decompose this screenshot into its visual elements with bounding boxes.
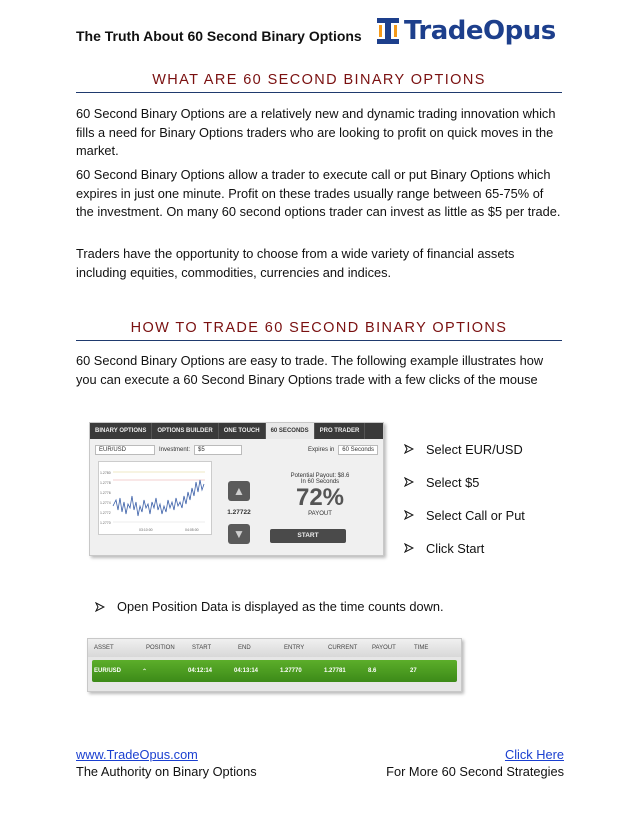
payout-panel [270,473,370,517]
cell-payout: 8.6 [368,668,377,674]
arrow-bullet-icon [95,602,105,612]
position-up-icon: ⌃ [142,668,148,675]
steps-list [404,440,525,572]
section-heading-what: WHAT ARE 60 SECOND BINARY OPTIONS [76,72,562,93]
list-item [404,539,525,557]
step-label: Select Call or Put [426,507,525,523]
cell-start: 04:12:14 [188,668,213,674]
current-price: 1.27722 [227,509,251,516]
cell-asset: EUR/USD [94,668,122,674]
potential-payout: Potential Payout: $8.6 [290,473,350,479]
tab-one-touch: ONE TOUCH [219,423,266,439]
expires-label: Expires in [307,447,335,453]
tab-options-builder: OPTIONS BUILDER [152,423,218,439]
investment-label: Investment: [159,447,191,453]
list-item [404,506,525,524]
cell-end: 04:13:14 [234,668,259,674]
arrow-bullet-icon [404,444,414,454]
call-arrow-icon: ▲ [228,481,250,501]
header-position: POSITION [146,645,175,651]
site-link[interactable]: www.TradeOpus.com [76,747,198,762]
footer-more-strategies: For More 60 Second Strategies [386,764,564,779]
paragraph-how-it-works: 60 Second Binary Options allow a trader to execute call or put Binary Options which expires in just one minute. Profit on these trades usually range between 65-75% of the investment. On many 60 second options trader can invest as little as $5 per trade. [76,167,561,219]
tab-60-seconds: 60 SECONDS [266,423,315,439]
trade-widget-screenshot [89,422,384,556]
section-heading-how: HOW TO TRADE 60 SECOND BINARY OPTIONS [76,320,562,341]
list-item [404,473,525,491]
put-arrow-icon: ▼ [228,524,250,544]
paragraph-how-to-trade: 60 Second Binary Options are easy to trade. The following example illustrates how you can execute a 60 Second Binary Options trade with a few clicks of the mouse [76,353,544,387]
chart-x-tick: 03:10:00 [139,528,153,532]
header-current: CURRENT [328,645,358,651]
open-position-table [87,638,462,692]
header-end: END [238,645,251,651]
header-entry: ENTRY [284,645,305,651]
step-label: Select EUR/USD [426,441,523,457]
expires-select: 60 Seconds [338,445,378,455]
paragraph-intro: 60 Second Binary Options are a relatively new and dynamic trading innovation which fills a need for Binary Options traders who are looking to profit on quick moves in the market. [76,106,556,158]
chart-x-tick: 04:05:00 [185,528,199,532]
chart-y-tick: 1.2770 [100,521,111,525]
footer-left [76,746,257,780]
trade-widget-tabs [90,423,383,439]
header-payout: PAYOUT [372,645,396,651]
tab-binary-options: BINARY OPTIONS [90,423,152,439]
step-label: Select $5 [426,474,480,490]
start-button: START [270,529,346,543]
arrow-bullet-icon [404,477,414,487]
document-title: The Truth About 60 Second Binary Options [76,28,362,44]
tab-pro-trader: PRO TRADER [315,423,366,439]
cell-entry: 1.27770 [280,668,302,674]
footer-right [386,746,564,780]
arrow-bullet-icon [404,510,414,520]
chart-y-tick: 1.2778 [100,481,111,485]
arrow-bullet-icon [404,543,414,553]
step-label: Click Start [426,540,485,556]
chart-y-tick: 1.2776 [100,491,111,495]
trade-widget-options-row [95,445,378,455]
chart-y-tick: 1.2772 [100,511,111,515]
chart-y-tick: 1.2774 [100,501,111,505]
header-asset: ASSET [94,645,114,651]
payout-label: PAYOUT [308,511,332,517]
cell-time: 27 [410,668,417,674]
payout-percent: 72% [295,484,345,511]
table-header [88,639,461,657]
payout-seconds: In 60 Seconds [300,479,340,485]
chart-y-tick: 1.2780 [100,471,111,475]
header-time: TIME [414,645,429,651]
open-position-note [95,599,444,614]
paragraph-assets: Traders have the opportunity to choose from a wide variety of financial assets including equities, commodities, currencies and indices. [76,246,515,280]
investment-select: $5 [194,445,242,455]
header-start: START [192,645,212,651]
cell-current: 1.27781 [324,668,346,674]
tradeopus-logo-icon [375,16,401,46]
price-chart [98,461,212,535]
logo-wordmark: TradeOpus [404,16,556,46]
footer-tagline: The Authority on Binary Options [76,764,257,779]
asset-select: EUR/USD [95,445,155,455]
list-item [404,440,525,458]
click-here-link[interactable]: Click Here [504,747,564,762]
open-position-text: Open Position Data is displayed as the time counts down. [117,599,444,614]
table-row [92,660,457,682]
tradeopus-logo [375,16,556,46]
call-put-controls [228,481,252,544]
